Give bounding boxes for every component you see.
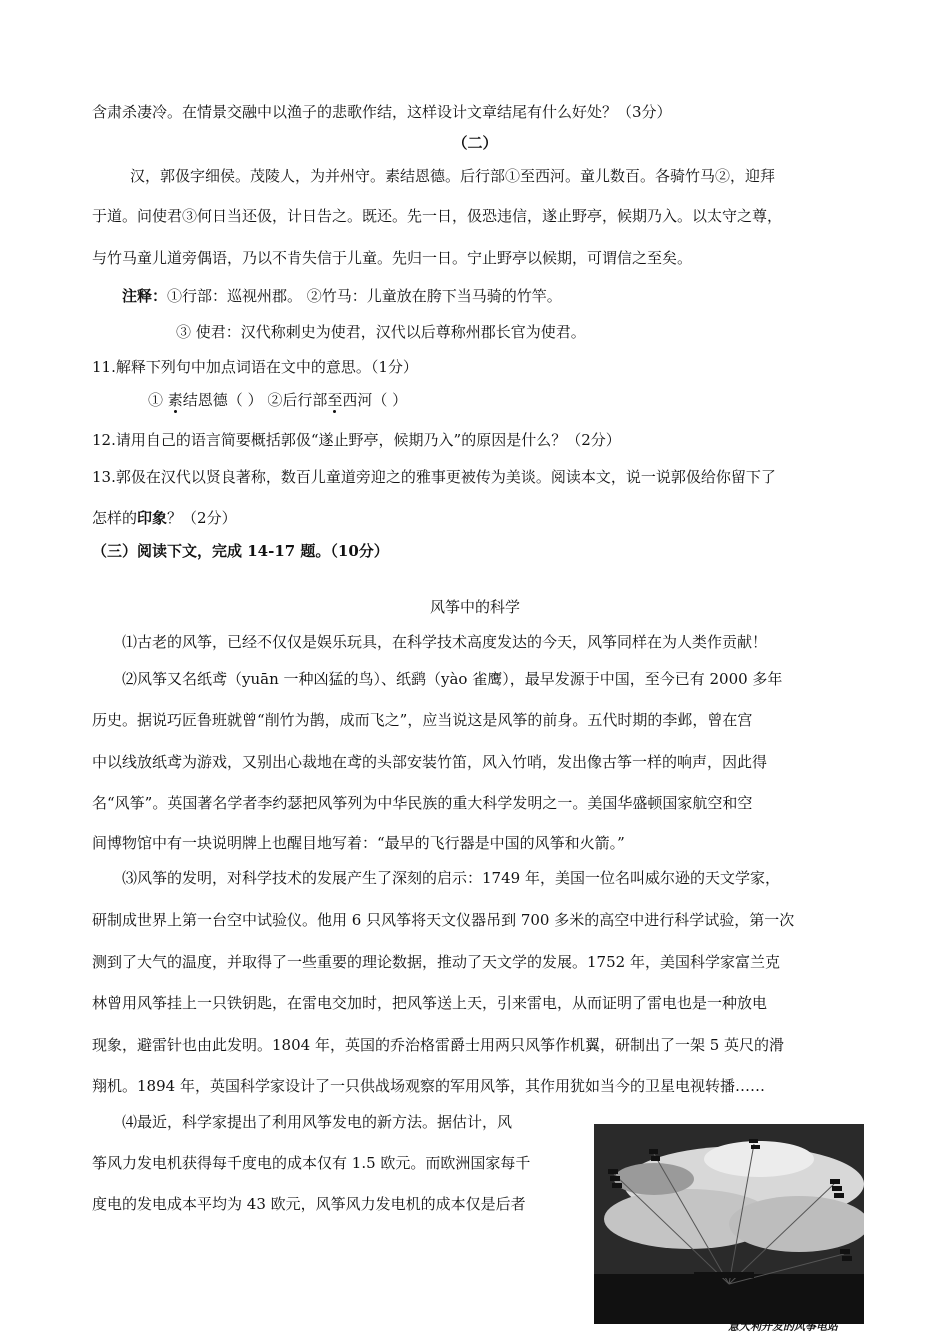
section-heading: （二） <box>452 134 498 152</box>
article-line: 名“风筝”。英国著名学者李约瑟把风筝列为中华民族的重大科学发明之一。美国华盛顿国家航空和空 <box>92 794 753 812</box>
classical-text-line: 汉，郭伋字细侯。茂陵人，为并州守。素结恩德。后行部①至西河。童儿数百。各骑竹马②，迎拜 <box>130 167 776 185</box>
article-line: 翔机。1894 年，英国科学家设计了一只供战场观察的军用风筝，其作用犹如当今的卫星电视转播…… <box>92 1077 765 1095</box>
text: 怎样的 <box>92 509 138 527</box>
classical-text-line: 与竹马童儿道旁偶语，乃以不肯失信于儿童。先归一日。宁止野亭以候期，可谓信之至矣。 <box>92 249 693 267</box>
text: ？（2分） <box>167 509 237 527</box>
question-13-continued <box>92 508 237 528</box>
dotted-word: 至 <box>327 391 343 409</box>
article-line: 筝风力发电机获得每千度电的成本仅有 1.5 欧元。而欧洲国家每千 <box>92 1154 531 1172</box>
article-line: 历史。据说巧匠鲁班就曾“削竹为鹊，成而飞之”，应当说这是风筝的前身。五代时期的李邺，曾在宫 <box>92 711 753 729</box>
section-heading: （三）阅读下文，完成 14-17 题。（10分） <box>92 542 389 560</box>
item-text: 结恩德（ ） ②后行部 <box>182 391 328 409</box>
question-12: 12.请用自己的语言简要概括郭伋“遂止野亭，候期乃入”的原因是什么？（2分） <box>92 431 621 449</box>
article-line: 现象，避雷针也由此发明。1804 年，英国的乔治格雷爵士用两只风筝作机翼，研制出了一架 5 英尺的滑 <box>92 1036 785 1054</box>
article-line: ⑶风筝的发明，对科学技术的发展产生了深刻的启示：1749 年，美国一位名叫威尔逊的天文学家， <box>122 869 780 887</box>
article-line: 测到了大气的温度，并取得了一些重要的理论数据，推动了天文学的发展。1752 年，美国科学家富兰克 <box>92 953 780 971</box>
annotation-text: ①行部：巡视州郡。 ②竹马：儿童放在胯下当马骑的竹竿。 <box>167 287 562 305</box>
kite-power-station-photo <box>594 1124 864 1324</box>
article-line: 中以线放纸鸢为游戏，又别出心裁地在鸢的头部安装竹笛，风入竹哨，发出像古筝一样的响声，因此得 <box>92 753 768 771</box>
article-line: ⑷最近，科学家提出了利用风筝发电的新方法。据估计，风 <box>122 1113 513 1131</box>
bold-word: 印象 <box>137 509 168 527</box>
article-title: 风筝中的科学 <box>429 598 520 616</box>
annotation-line <box>122 286 562 306</box>
question-11-items <box>148 390 407 410</box>
question-11: 11.解释下列句中加点词语在文中的意思。（1分） <box>92 358 418 376</box>
classical-text-line: 于道。问使君③何日当还伋，计日告之。既还。先一日，伋恐违信，遂止野亭，候期乃入。以太守之尊， <box>92 207 783 225</box>
item-text: 西河（ ） <box>342 391 408 409</box>
article-line: 林曾用风筝挂上一只铁钥匙，在雷电交加时，把风筝送上天，引来雷电，从而证明了雷电也是一种放电 <box>92 994 768 1012</box>
text-line: 含肃杀凄冷。在情景交融中以渔子的悲歌作结，这样设计文章结尾有什么好处？（3分） <box>92 103 672 121</box>
annotation-line: ③ 使君：汉代称刺史为使君，汉代以后尊称州郡长官为使君。 <box>176 323 586 341</box>
photo-caption: 意大利开发的风筝电站 <box>728 1320 838 1333</box>
article-line: 间博物馆中有一块说明牌上也醒目地写着：“最早的飞行器是中国的风筝和火箭。” <box>92 834 625 852</box>
question-13: 13.郭伋在汉代以贤良著称，数百儿童道旁迎之的雅事更被传为美谈。阅读本文，说一说郭伋给你留下了 <box>92 468 776 486</box>
article-line: ⑵风筝又名纸鸢（yuān 一种凶猛的鸟）、纸鹞（yào 雀鹰），最早发源于中国，至今已有 2000 多年 <box>122 670 783 688</box>
dotted-word: 素 <box>167 391 183 409</box>
article-line: ⑴古老的风筝，已经不仅仅是娱乐玩具，在科学技术高度发达的今天，风筝同样在为人类作贡献！ <box>122 633 768 651</box>
item-number: ① <box>148 391 168 409</box>
annotation-label: 注释： <box>122 287 168 305</box>
article-line: 度电的发电成本平均为 43 欧元，风筝风力发电机的成本仅是后者 <box>92 1195 526 1213</box>
article-line: 研制成世界上第一台空中试验仪。他用 6 只风筝将天文仪器吊到 700 多米的高空中进行科学试验，第一次 <box>92 911 795 929</box>
